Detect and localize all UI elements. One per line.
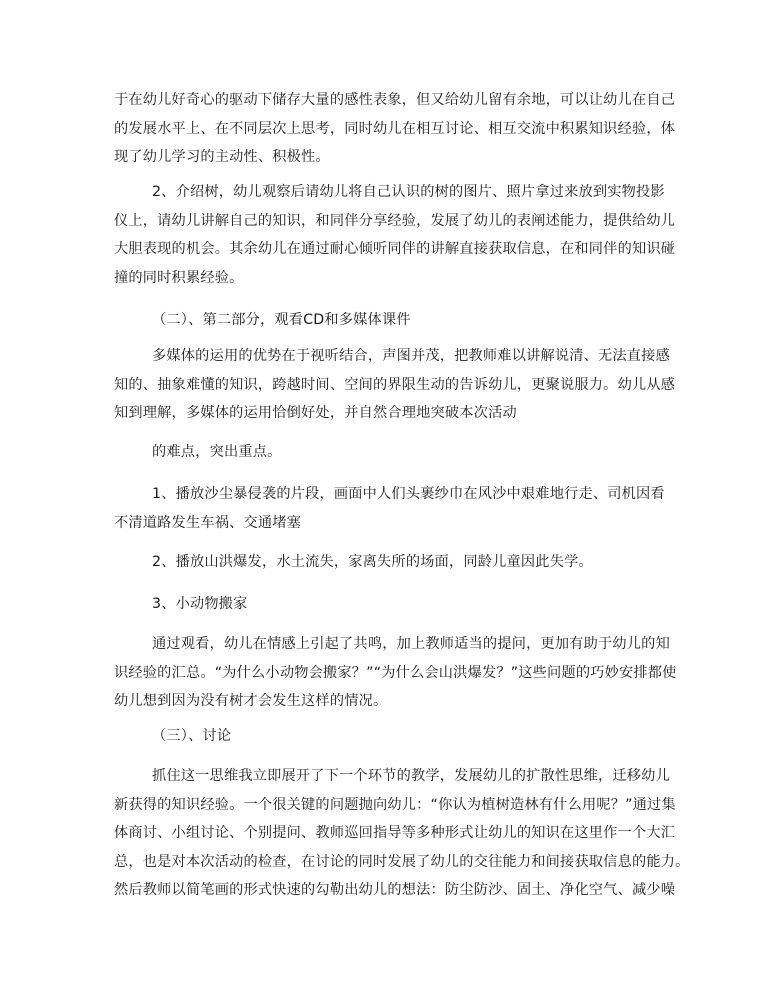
- text-line: 多媒体的运用的优势在于视听结合，声图并茂，把教师难以讲解说清、无法直接感: [152, 348, 670, 364]
- text-line: 于在幼儿好奇心的驱动下储存大量的感性表象，但又给幼儿留有余地，可以让幼儿在自己: [114, 92, 676, 108]
- text-line: 现了幼儿学习的主动性、积极性。: [114, 149, 330, 166]
- list-item-sandstorm: [114, 480, 665, 537]
- text-line: 体商讨、小组讨论、个别提问、教师巡回指导等多种形式让幼儿的知识在这里作一个大汇: [114, 825, 676, 842]
- text-line: 新获得的知识经验。一个很关键的问题抛向幼儿：“你认为植树造林有什么用呢？”通过集: [114, 796, 676, 813]
- text-line: 撞的同时积累经验。: [114, 269, 244, 286]
- text-line: 不清道路发生车祸、交通堵塞: [114, 514, 302, 531]
- heading-text: （三）、讨论: [152, 728, 232, 744]
- text-line: 3、小动物搬家: [152, 596, 248, 612]
- text-line: 识经验的汇总。“为什么小动物会搬家？”“为什么会山洪爆发？”这些问题的巧妙安排都使: [114, 664, 677, 681]
- paragraph-multimedia: [114, 342, 676, 428]
- text-line: 知的、抽象难懂的知识，跨越时间、空间的界限生动的告诉幼儿，更聚说服力。幼儿从感: [114, 376, 676, 393]
- paragraph-difficulty: [114, 438, 658, 467]
- text-line: 总，也是对本次活动的检查，在讨论的同时发展了幼儿的交往能力和间接获取信息的能力。: [114, 853, 690, 870]
- text-line: 抓住这一思维我立即展开了下一个环节的教学，发展幼儿的扩散性思维，迁移幼儿: [152, 768, 670, 784]
- paragraph-continuation: [114, 86, 676, 172]
- paragraph-discussion: [114, 762, 690, 905]
- text-line: 2、播放山洪爆发，水土流失，家离失所的场面，同龄儿童因此失学。: [152, 554, 593, 570]
- text-line: 然后教师以简笔画的形式快速的勾勒出幼儿的想法：防尘防沙、固土、净化空气、减少噪: [114, 882, 676, 899]
- section-heading-discussion: [114, 722, 658, 751]
- text-line: 通过观看，幼儿在情感上引起了共鸣，加上教师适当的提问，更加有助于幼儿的知: [152, 636, 670, 652]
- text-line: 知到理解，多媒体的运用恰倒好处，并自然合理地突破本次活动: [114, 405, 517, 422]
- list-item-animals-moving: [114, 590, 658, 619]
- section-heading-part-two: [114, 306, 658, 335]
- text-line: 的难点，突出重点。: [152, 444, 282, 460]
- text-line: 1、播放沙尘暴侵袭的片段，画面中人们头裹纱巾在风沙中艰难地行走、司机因看: [152, 486, 665, 502]
- text-line: 大胆表现的机会。其余幼儿在通过耐心倾听同伴的讲解直接获取信息，在和同伴的知识碰: [114, 241, 676, 258]
- list-item-flood: [114, 548, 658, 577]
- paragraph-watching: [114, 630, 677, 716]
- paragraph-introduce-trees: [114, 178, 676, 292]
- text-line: 的发展水平上、在不同层次上思考，同时幼儿在相互讨论、相互交流中积累知识经验，体: [114, 120, 676, 137]
- text-line: 仪上，请幼儿讲解自己的知识，和同伴分享经验，发展了幼儿的表阐述能力，提供给幼儿: [114, 212, 676, 229]
- text-line: 2、介绍树，幼儿观察后请幼儿将自己认识的树的图片、照片拿过来放到实物投影: [152, 184, 665, 200]
- heading-text: （二）、第二部分，观看CD和多媒体课件: [152, 312, 411, 328]
- text-line: 幼儿想到因为没有树才会发生这样的情况。: [114, 693, 388, 710]
